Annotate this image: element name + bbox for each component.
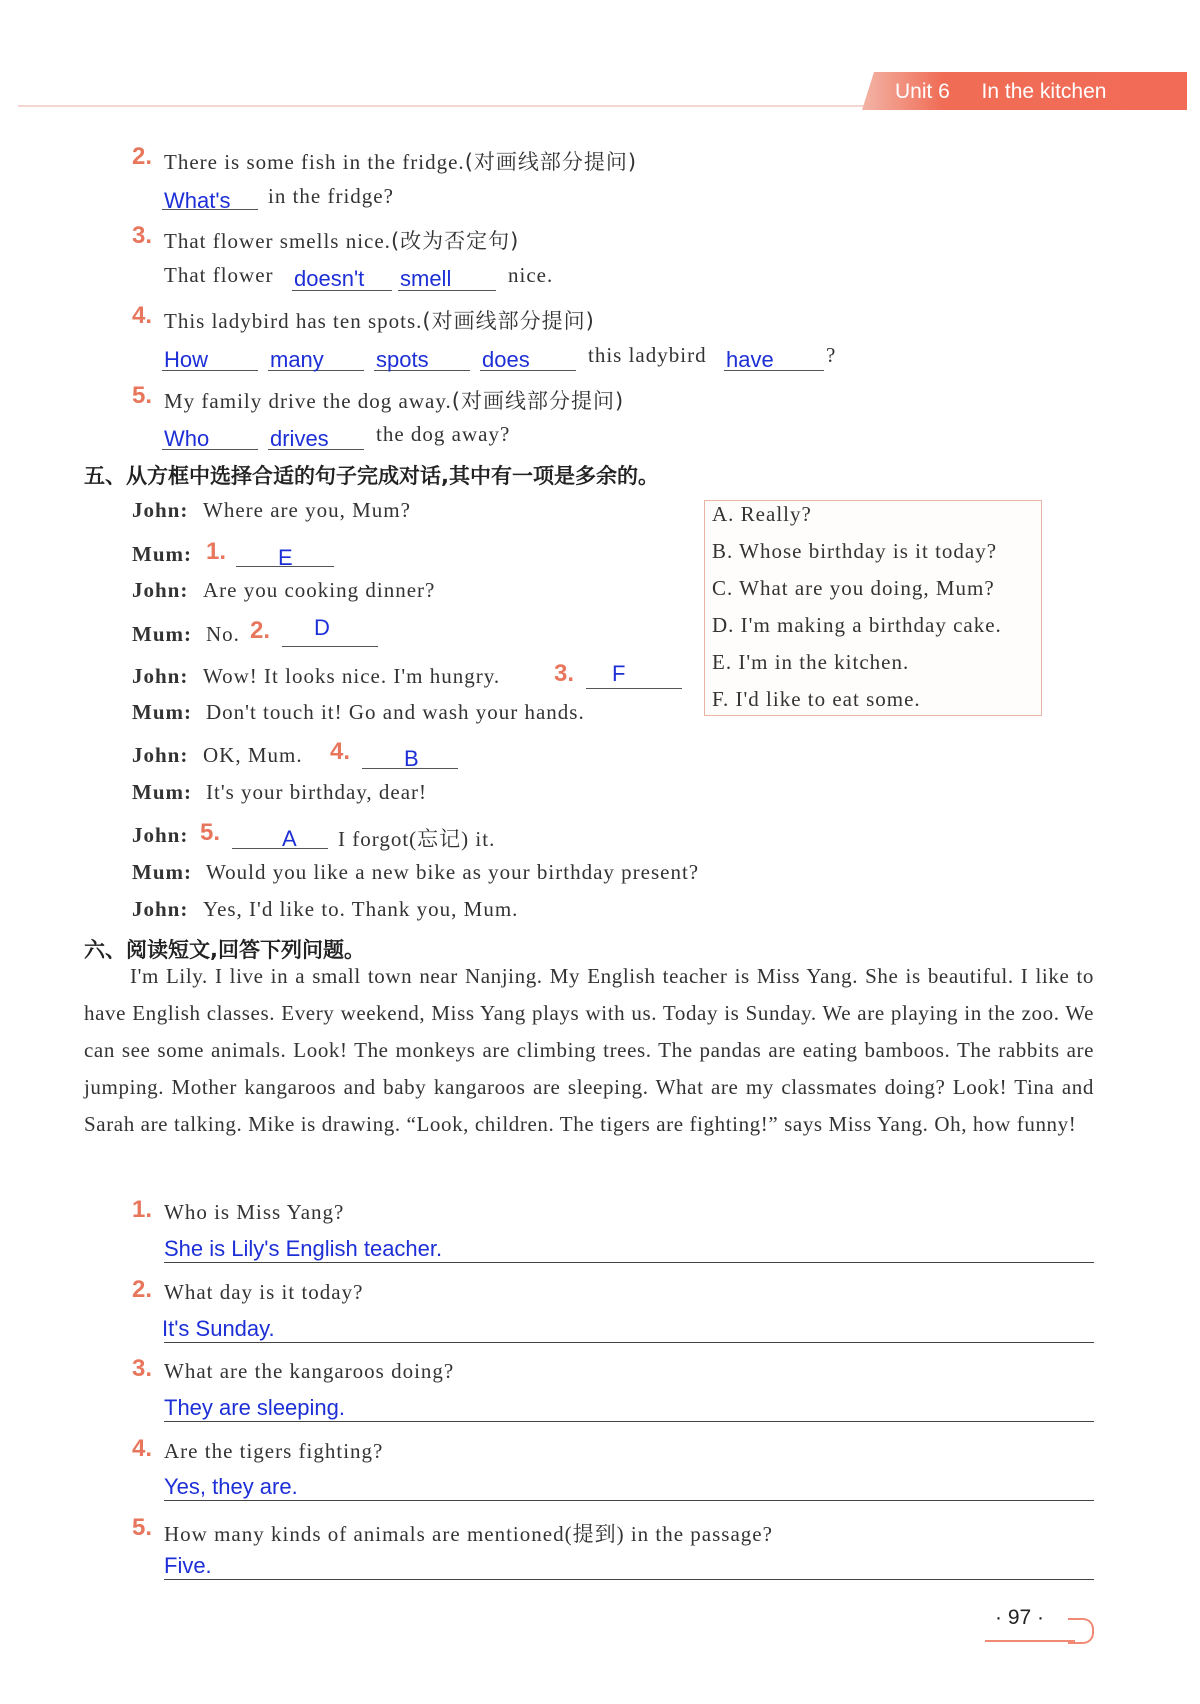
dialogue-text: No. <box>206 622 240 646</box>
dialogue-text: Are you cooking dinner? <box>203 578 436 602</box>
q3-lead: That flower <box>164 263 274 287</box>
blank-number-3: 3. <box>554 660 575 687</box>
q3-number: 3. <box>132 222 153 249</box>
q4-mid: this ladybird <box>588 343 707 367</box>
blank-number-4: 4. <box>330 738 351 765</box>
dialogue-text: Would you like a new bike as your birthday present? <box>206 860 700 884</box>
dialogue-text: Don't touch it! Go and wash your hands. <box>206 700 585 724</box>
dialogue-text: Yes, I'd like to. Thank you, Mum. <box>203 897 519 921</box>
dialogue-answer-2: D <box>314 615 330 640</box>
q5-rest: the dog away? <box>376 422 511 446</box>
q4-end: ? <box>826 343 837 367</box>
reading-q2-text: What day is it today? <box>164 1280 364 1304</box>
q4-answer-1: How <box>164 347 209 372</box>
page-number: · 97 · <box>995 1606 1045 1629</box>
dialogue-blank-3[interactable] <box>586 664 682 689</box>
q5-answer-1: Who <box>164 426 210 451</box>
q3-sentence: That flower smells nice.(改为否定句) <box>164 229 520 253</box>
dialogue-speaker: Mum: <box>132 622 192 646</box>
reading-q2-answer-line[interactable] <box>164 1342 1094 1343</box>
reading-q4-number: 4. <box>132 1435 153 1462</box>
dialogue-speaker: Mum: <box>132 860 192 884</box>
q5-sentence: My family drive the dog away.(对画线部分提问) <box>164 389 625 413</box>
dialogue-answer-5: A <box>282 826 297 851</box>
dialogue-text: Wow! It looks nice. I'm hungry. <box>203 664 501 688</box>
reading-q3-answer-line[interactable] <box>164 1421 1094 1422</box>
reading-q2-answer: It's Sunday. <box>162 1316 275 1341</box>
q2-rest: in the fridge? <box>268 184 394 208</box>
dialogue-text: OK, Mum. <box>203 743 303 767</box>
q2-number: 2. <box>132 143 153 170</box>
dialogue-speaker: Mum: <box>132 542 192 566</box>
dialogue-speaker: Mum: <box>132 700 192 724</box>
dialogue-speaker: John: <box>132 897 189 921</box>
dialogue-speaker: John: <box>132 823 189 847</box>
q4-number: 4. <box>132 302 153 329</box>
reading-q5-number: 5. <box>132 1514 153 1541</box>
q4-answer-5: have <box>726 347 774 372</box>
section6-title: 六、阅读短文,回答下列问题。 <box>84 938 365 962</box>
reading-q4-answer-line[interactable] <box>164 1500 1094 1501</box>
q5-number: 5. <box>132 382 153 409</box>
dialogue-text: I forgot(忘记) it. <box>338 827 496 851</box>
reading-q1-answer-line[interactable] <box>164 1262 1094 1263</box>
section5-title: 五、从方框中选择合适的句子完成对话,其中有一项是多余的。 <box>84 464 659 488</box>
dialogue-answer-3: F <box>612 661 626 686</box>
option-f: F. I'd like to eat some. <box>712 687 921 711</box>
unit-title <box>895 80 1106 104</box>
reading-q1-answer: She is Lily's English teacher. <box>164 1236 443 1261</box>
reading-q2-number: 2. <box>132 1276 153 1303</box>
q3-answer-1: doesn't <box>294 266 365 291</box>
option-b: B. Whose birthday is it today? <box>712 539 998 563</box>
unit-label: Unit 6 <box>895 80 950 103</box>
unit-topic: In the kitchen <box>981 80 1107 103</box>
dialogue-blank-5[interactable] <box>232 824 328 849</box>
reading-q4-answer: Yes, they are. <box>164 1474 298 1499</box>
dialogue-text: It's your birthday, dear! <box>206 780 428 804</box>
q4-answer-4: does <box>482 347 530 372</box>
q4-answer-3: spots <box>376 347 429 372</box>
blank-number-5: 5. <box>200 819 221 846</box>
reading-q3-text: What are the kangaroos doing? <box>164 1359 455 1383</box>
dialogue-speaker: John: <box>132 578 189 602</box>
dialogue-speaker: Mum: <box>132 780 192 804</box>
reading-q3-number: 3. <box>132 1355 153 1382</box>
reading-q5-answer-line[interactable] <box>164 1579 1094 1580</box>
q4-answer-2: many <box>270 347 324 372</box>
dialogue-speaker: John: <box>132 743 189 767</box>
dialogue-speaker: John: <box>132 498 189 522</box>
page-ornament <box>1068 1618 1094 1644</box>
q3-answer-2: smell <box>400 266 452 291</box>
dialogue-answer-1: E <box>278 545 293 570</box>
q2-answer-1: What's <box>164 188 231 213</box>
dialogue-text: Where are you, Mum? <box>203 498 411 522</box>
option-d: D. I'm making a birthday cake. <box>712 613 1002 637</box>
dialogue-answer-4: B <box>404 746 419 771</box>
options-box <box>704 500 1042 716</box>
reading-passage: I'm Lily. I live in a small town near Nanjing. My English teacher is Miss Yang. She is beautiful. I like to have English classes. Every weekend, Miss Yang plays with us. Today is Sunday. We are playing in the zoo. We can see some animals. Look! The monkeys are climbing trees. The pandas are eating bamboos. The rabbits are jumping. Mother kangaroos and baby kangaroos are sleeping. What are my classmates doing? Look! Tina and Sarah are talking. Mike is drawing. “Look, children. The tigers are fighting!” says Miss Yang. Oh, how funny! <box>84 964 1094 1136</box>
option-c: C. What are you doing, Mum? <box>712 576 995 600</box>
dialogue-speaker: John: <box>132 664 189 688</box>
reading-q1-number: 1. <box>132 1196 153 1223</box>
blank-number-2: 2. <box>250 617 271 644</box>
reading-q5-answer: Five. <box>164 1553 212 1578</box>
option-a: A. Really? <box>712 502 812 526</box>
reading-q3-answer: They are sleeping. <box>164 1395 345 1420</box>
dialogue-blank-2[interactable] <box>282 622 378 647</box>
page-underline <box>985 1640 1075 1642</box>
q2-sentence: There is some fish in the fridge.(对画线部分提问) <box>164 150 638 174</box>
reading-q4-text: Are the tigers fighting? <box>164 1439 384 1463</box>
reading-q1-text: Who is Miss Yang? <box>164 1200 345 1224</box>
q5-answer-2: drives <box>270 426 329 451</box>
blank-number-1: 1. <box>206 538 227 565</box>
q3-rest: nice. <box>508 263 554 287</box>
reading-q5-text: How many kinds of animals are mentioned(提到) in the passage? <box>164 1522 773 1546</box>
option-e: E. I'm in the kitchen. <box>712 650 910 674</box>
q4-sentence: This ladybird has ten spots.(对画线部分提问) <box>164 309 595 333</box>
